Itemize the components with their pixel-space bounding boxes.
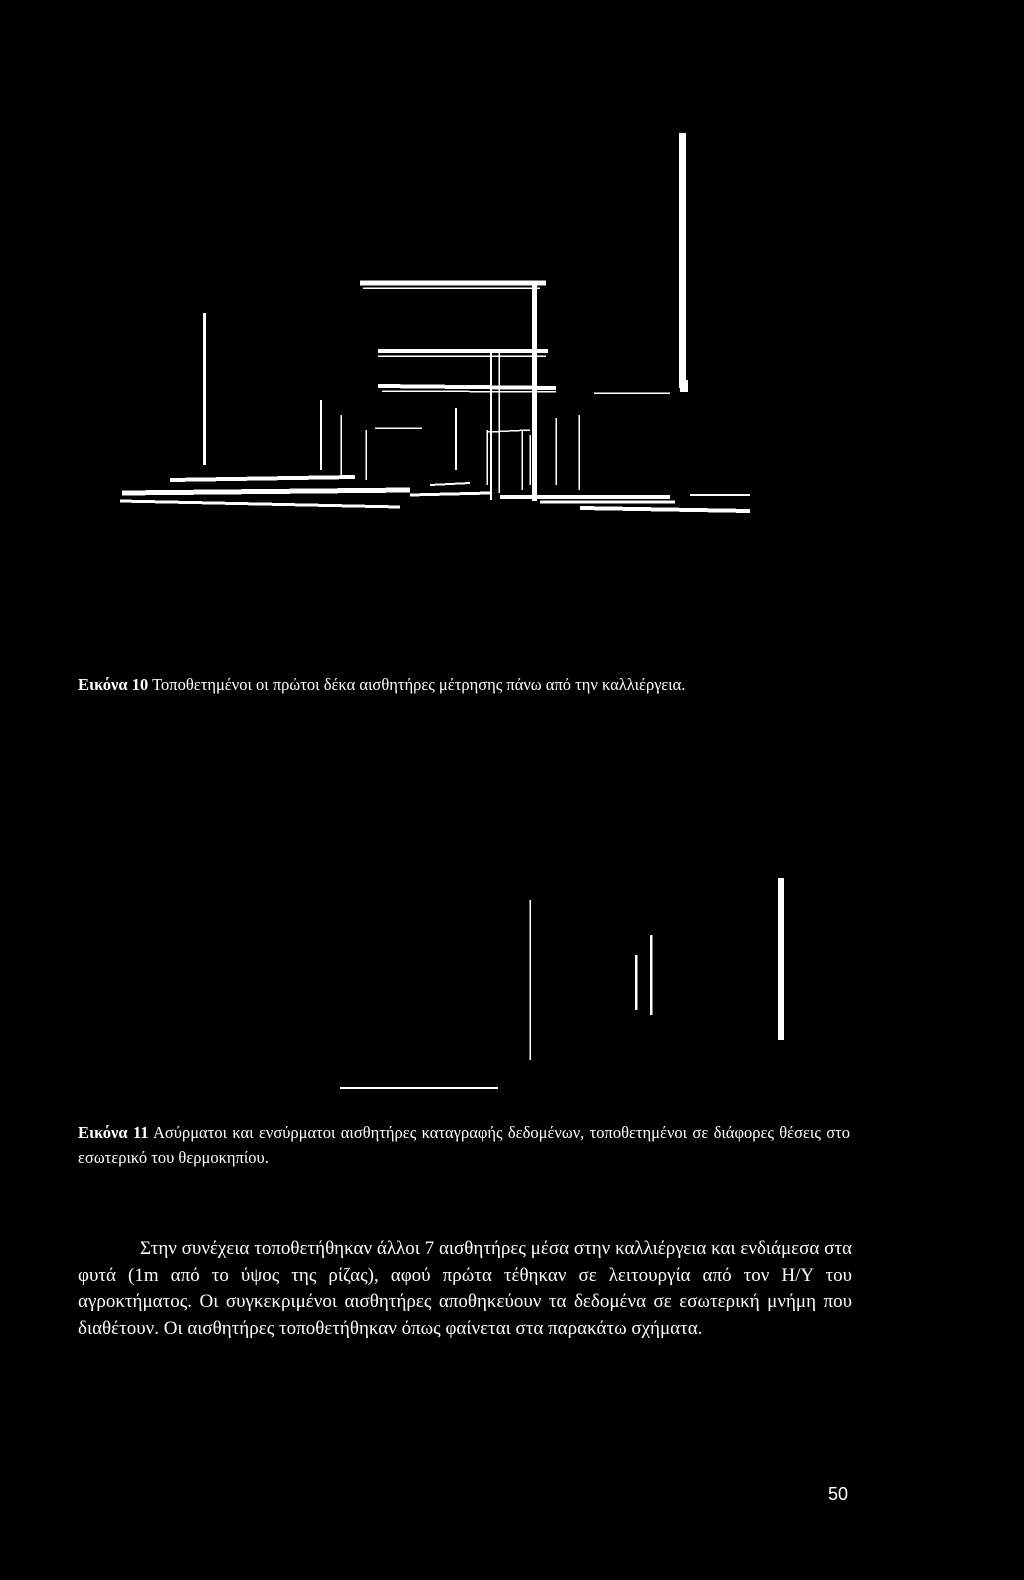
figure-10-photo	[110, 125, 770, 525]
page-number: 50	[828, 1484, 849, 1504]
figure-11-caption	[78, 1120, 850, 1170]
figure-10-caption-text: Τοποθετημένοι οι πρώτοι δέκα αισθητήρες μέτρησης πάνω από την καλλιέργεια.	[152, 675, 686, 694]
figure-11-photo	[330, 870, 810, 1100]
figure-10-label: Εικόνα 10	[78, 675, 149, 694]
figure-10-caption	[78, 672, 850, 697]
body-paragraph: Στην συνέχεια τοποθετήθηκαν άλλοι 7 αισθητήρες μέσα στην καλλιέργεια και ενδιάμεσα στα φυτά (1m από το ύψος της ρίζας), αφού πρώτα τέθηκαν σε λειτουργία από τον Η/Υ του αγροκτήματος. Οι συγκεκριμένοι αισθητήρες αποθηκεύουν τα δεδομένα σε εσωτερική μνήμη που διαθέτουν. Οι αισθητήρες τοποθετήθηκαν όπως φαίνεται στα παρακάτω σχήματα.	[78, 1238, 852, 1339]
figure-11-label: Εικόνα 11	[78, 1123, 149, 1142]
figure-11-caption-text: Ασύρματοι και ενσύρματοι αισθητήρες καταγραφής δεδομένων, τοποθετημένοι σε διάφορες θέσεις στο εσωτερικό του θερμοκηπίου.	[78, 1123, 850, 1167]
